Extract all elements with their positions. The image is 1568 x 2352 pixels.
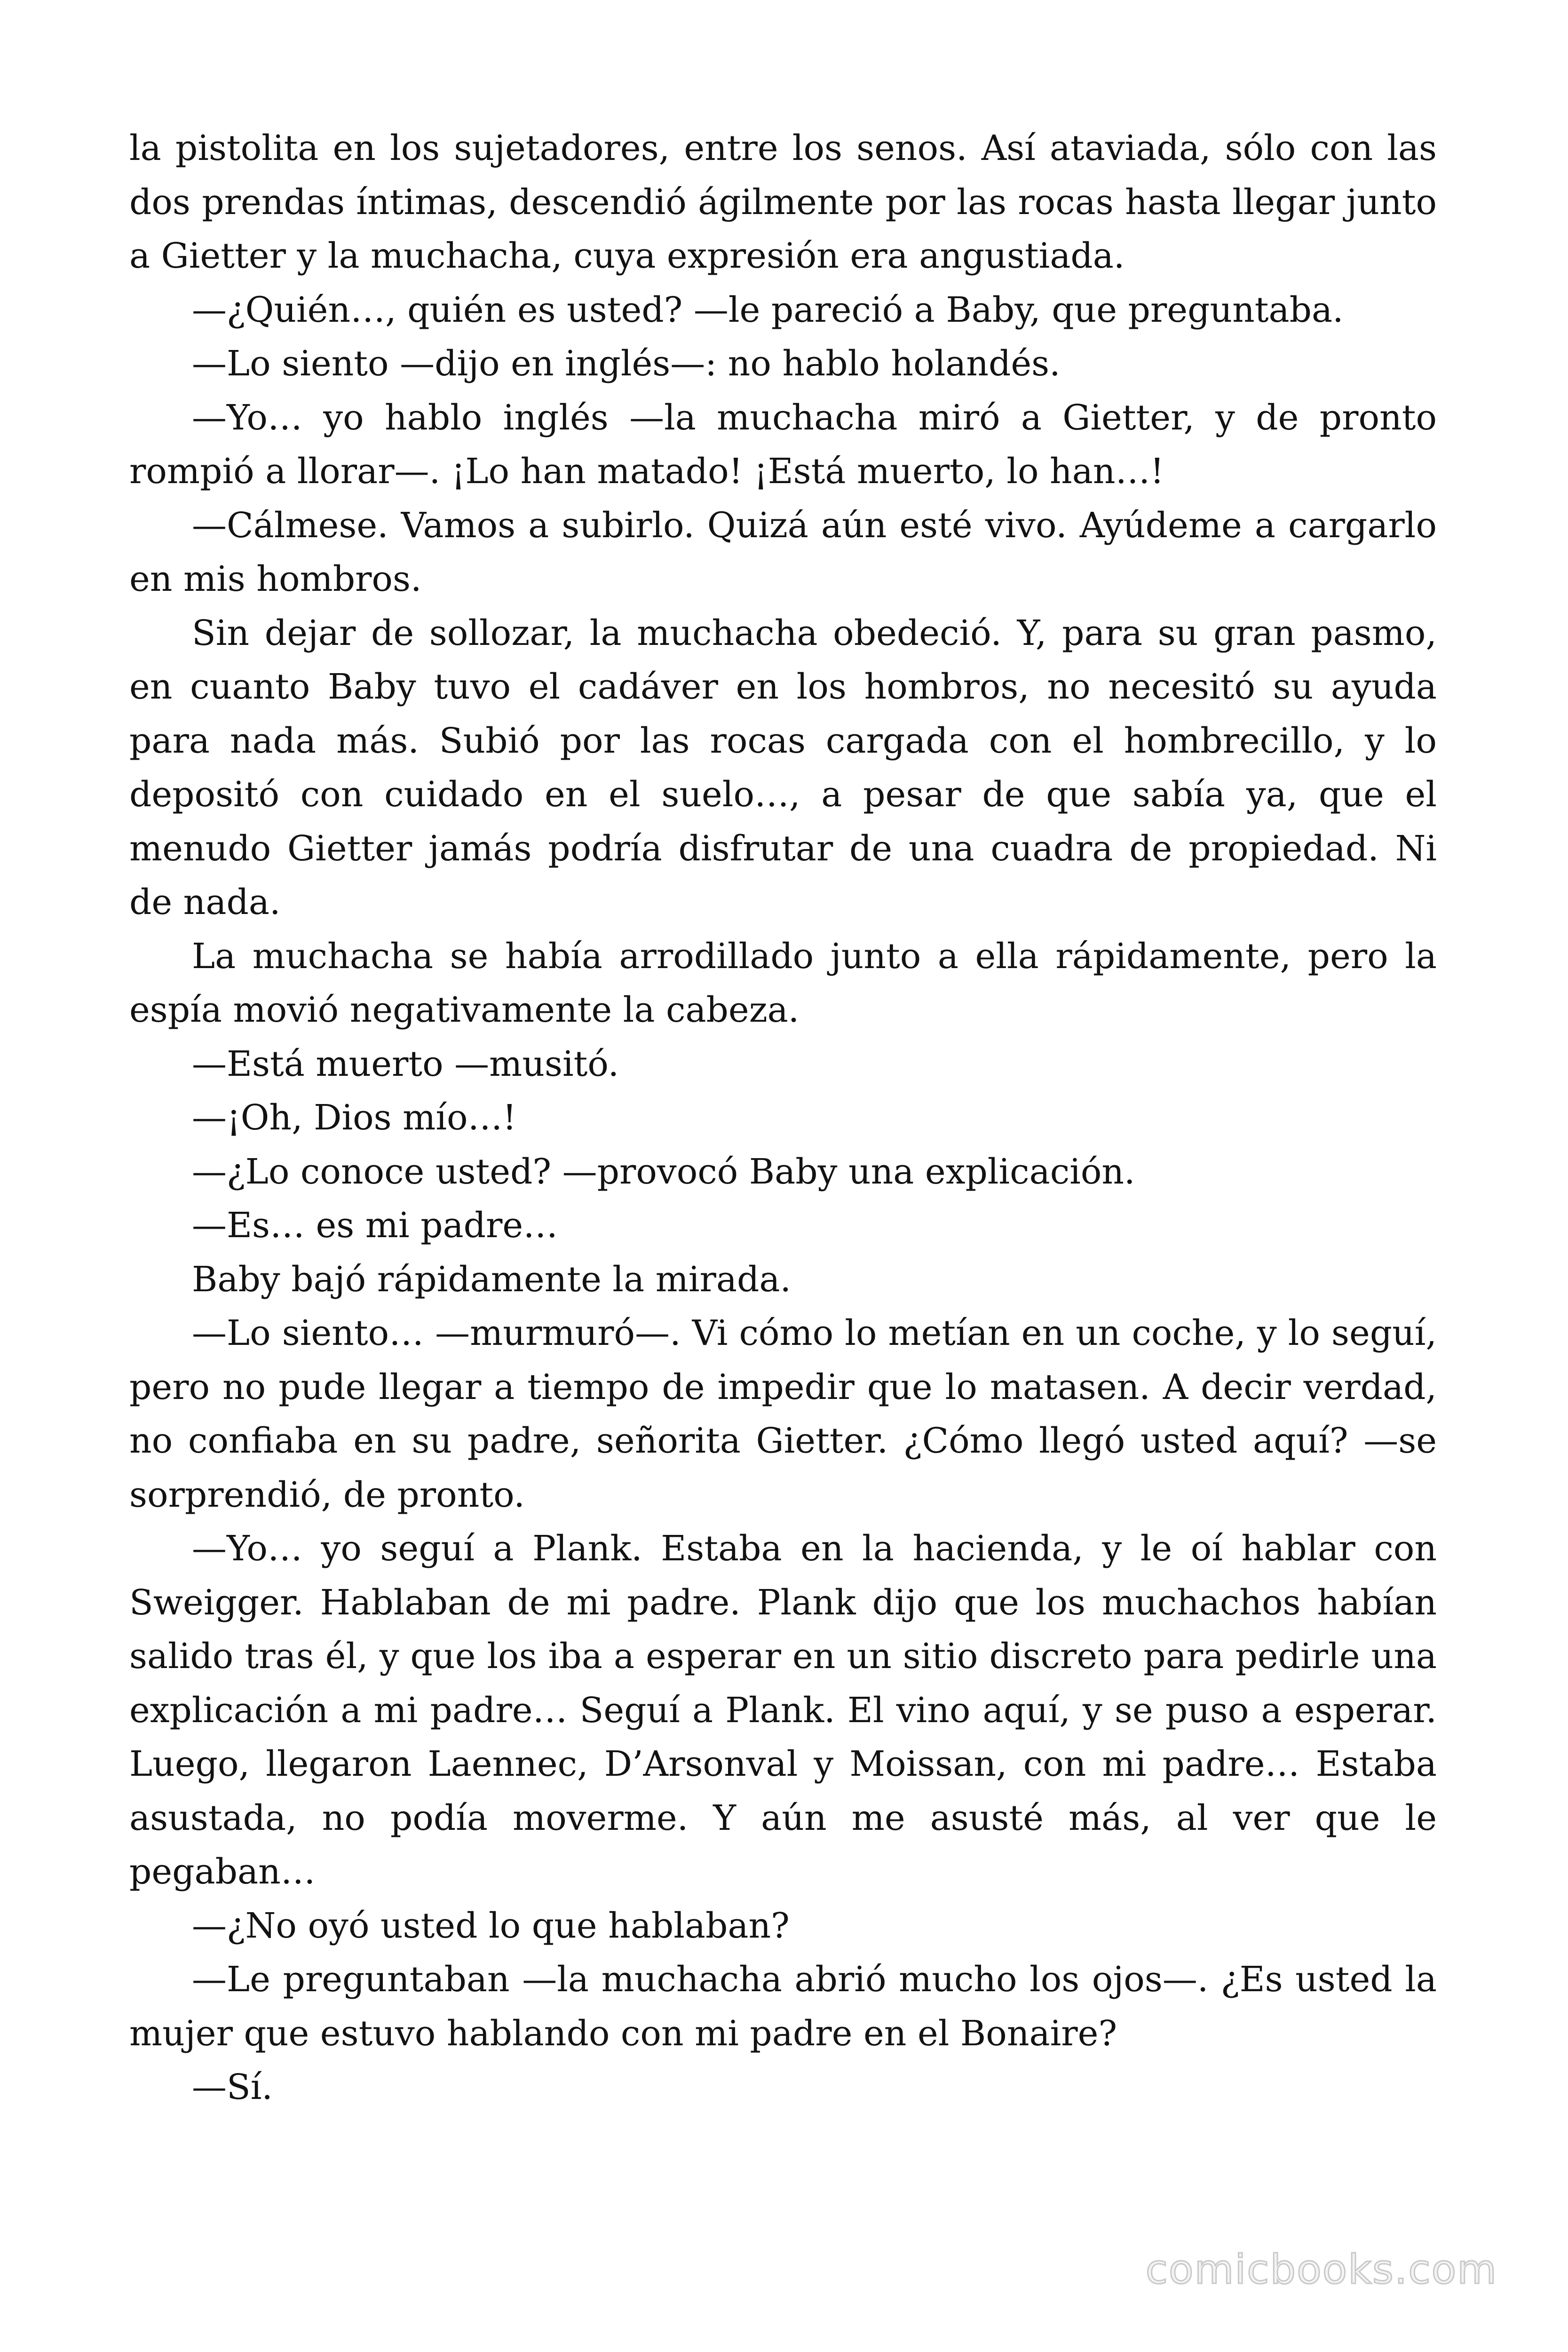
paragraph: —Está muerto —musitó. [192,1043,619,1084]
paragraph: —¿Quién…, quién es usted? —le pareció a Baby, que preguntaba. [192,289,1344,330]
paragraph: —Le preguntaban —la muchacha abrió mucho los ojos—. ¿Es usted la mujer que estuvo hablando con mi padre en el Bonaire? [129,1959,1437,2054]
page-body-text [129,121,1437,2114]
paragraph: La muchacha se había arrodillado junto a ella rápidamente, pero la espía movió negativamente la cabeza. [129,936,1437,1030]
paragraph: Baby bajó rápidamente la mirada. [192,1259,792,1300]
paragraph: —Sí. [192,2067,273,2107]
paragraph: —¿No oyó usted lo que hablaban? [192,1905,790,1946]
paragraph: —Yo… yo hablo inglés —la muchacha miró a Gietter, y de pronto rompió a llorar—. ¡Lo han matado! ¡Está muerto, lo han…! [129,397,1437,492]
paragraph: —Lo siento —dijo en inglés—: no hablo holandés. [192,343,1061,384]
paragraph: Sin dejar de sollozar, la muchacha obedeció. Y, para su gran pasmo, en cuanto Baby tuvo el cadáver en los hombros, no necesitó su ayuda para nada más. Subió por las rocas cargada con el hombrecillo, y lo depositó con cuidado en el suelo…, a pesar de que sabía ya, que el menudo Gietter jamás podría disfrutar de una cuadra de propiedad. Ni de nada. [129,612,1437,922]
paragraph: —Yo… yo seguí a Plank. Estaba en la hacienda, y le oí hablar con Sweigger. Hablaban de mi padre. Plank dijo que los muchachos habían salido tras él, y que los iba a esperar en un sitio discreto para pedirle una explicación a mi padre… Seguí a Plank. El vino aquí, y se puso a esperar. Luego, llegaron Laennec, D’Arsonval y Moissan, con mi padre… Estaba asustada, no podía moverme. Y aún me asusté más, al ver que le pegaban… [129,1528,1437,1892]
paragraph: —¡Oh, Dios mío…! [192,1097,517,1138]
paragraph: —¿Lo conoce usted? —provocó Baby una explicación. [192,1151,1135,1192]
paragraph: —Lo siento… —murmuró—. Vi cómo lo metían en un coche, y lo seguí, pero no pude llegar a tiempo de impedir que lo matasen. A decir verdad, no confiaba en su padre, señorita Gietter. ¿Cómo llegó usted aquí? —se sorprendió, de pronto. [129,1313,1437,1515]
site-watermark: comicbooks.com [1145,2246,1497,2293]
paragraph-continuation: la pistolita en los sujetadores, entre los senos. Así ataviada, sólo con las dos prendas íntimas, descendió ágilmente por las rocas hasta llegar junto a Gietter y la muchacha, cuya expresión era angustiada. [129,128,1437,276]
paragraph: —Es… es mi padre… [192,1205,558,1246]
paragraph: —Cálmese. Vamos a subirlo. Quizá aún esté vivo. Ayúdeme a cargarlo en mis hombros. [129,505,1437,599]
